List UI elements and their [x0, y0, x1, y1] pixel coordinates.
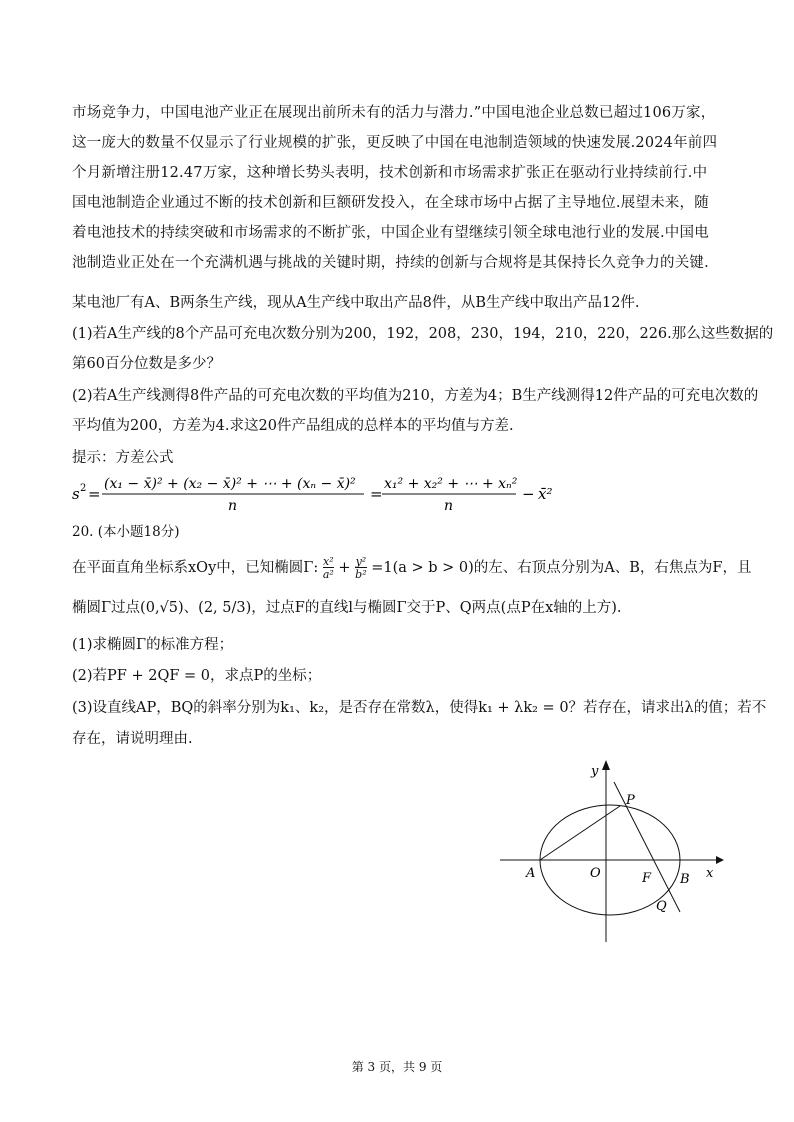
variance-formula	[72, 474, 712, 514]
svg-text:n: n	[228, 498, 238, 514]
q20-stem-line1-b: =1(a > b > 0)的左、右顶点分别为A、B，右焦点为F，且	[371, 560, 752, 576]
svg-text:s: s	[72, 485, 80, 503]
line-l	[614, 782, 680, 912]
ellipse-fraction-x: $\frac{\text{x²}}{\text{a²}}$	[322, 555, 334, 581]
label-b: B	[680, 872, 690, 887]
label-f: F	[642, 871, 652, 886]
q19-part1-line2: 第60百分位数是多少？	[72, 356, 221, 372]
intro-paragraph: 市场竞争力，中国电池产业正在展现出前所未有的活力与潜力.”中国电池企业总数已超过106万家，这一庞大的数量不仅显示了行业规模的扩张，更反映了中国在电池制造领域的快速发展.2024年前四个月新增注册12.47万家，这种增长势头表明，技术创新和市场需求扩张正在驱动行业持续前行.中国电池制造企业通过不断的技术创新和巨额研发投入，在全球市场中占据了主导地位.展望未来，随着电池技术的持续突破和市场需求的不断扩张，中国企业有望继续引领全球电池行业的发展.中国电池制造业正处在一个充满机遇与挑战的关键时期，持续的创新与合规将是其保持长久竞争力的关键.	[72, 105, 718, 271]
svg-text:x̄²: x̄²	[538, 485, 553, 503]
q19-hint: 提示：方差公式	[72, 450, 174, 466]
label-q: Q	[656, 899, 667, 914]
q20-part3-line2: 存在，请说明理由.	[72, 731, 193, 747]
q20-part2: (2)若PF + 2QF = 0，求点P的坐标；	[72, 668, 322, 684]
q20-part3-line1: (3)设直线AP，BQ的斜率分别为k₁、k₂，是否存在常数λ，使得k₁ + λk₂ = 0？若存在，请求出λ的值；若不	[72, 700, 767, 716]
svg-text:(x₁ − x̄)² + (x₂ − x̄)² + ⋯ +: (x₁ − x̄)² + (x₂ − x̄)² + ⋯ + (xₙ − x̄)²	[104, 476, 356, 492]
label-o: O	[590, 866, 601, 881]
y-axis-arrow	[602, 760, 610, 770]
q19-part1-line1: (1)若A生产线的8个产品可充电次数分别为200，192，208，230，194，210，220，226.那么这些数据的	[72, 326, 774, 342]
q20-header: 20. (本小题18分)	[72, 524, 180, 540]
q20-part1: (1)求椭圆Γ的标准方程；	[72, 637, 234, 653]
q20-stem-line1: 在平面直角坐标系xOy中，已知椭圆Γ: $\frac{\text{x²}}{\text{a²}} + \frac{\text{y²}}{\text{b²}} =1(a > b > 0)$的左、右顶点分别为A、B，右焦点为F，且	[72, 555, 752, 581]
svg-text:2: 2	[80, 483, 87, 494]
label-a: A	[526, 866, 536, 881]
x-axis-arrow	[716, 856, 724, 864]
q19-part2-line2: 平均值为200，方差为4.求这20件产品组成的总样本的平均值与方差.	[72, 418, 514, 434]
page-footer: 第 3 页，共 9 页	[351, 1060, 443, 1074]
q19-part2-line1: (2)若A生产线测得8件产品的可充电次数的平均值为210，方差为4；B生产线测得12件产品的可充电次数的	[72, 388, 759, 404]
q19-stem: 某电池厂有A、B两条生产线，现从A生产线中取出产品8件，从B生产线中取出产品12件.	[72, 295, 640, 311]
ellipse-fraction-y: $\frac{\text{y²}}{\text{b²}}$	[355, 555, 367, 581]
ellipse-figure	[500, 756, 730, 946]
svg-text:x₁² + x₂² + ⋯ + xₙ²: x₁² + x₂² + ⋯ + xₙ²	[384, 476, 518, 492]
q20-stem-line2: 椭圆Γ过点(0,√5)、(2, 5/3)，过点F的直线l与椭圆Γ交于P、Q两点(点P在x轴的上方).	[72, 600, 622, 616]
line-ap	[540, 806, 620, 860]
q20-stem-line1-a: 在平面直角坐标系xOy中，已知椭圆Γ:	[72, 560, 319, 576]
svg-text:=: =	[88, 485, 101, 503]
svg-text:n: n	[444, 498, 454, 514]
svg-text:−: −	[522, 485, 535, 503]
label-y: y	[591, 764, 599, 779]
label-x: x	[706, 866, 714, 881]
label-p: P	[626, 793, 635, 808]
svg-text:=: =	[370, 485, 383, 503]
